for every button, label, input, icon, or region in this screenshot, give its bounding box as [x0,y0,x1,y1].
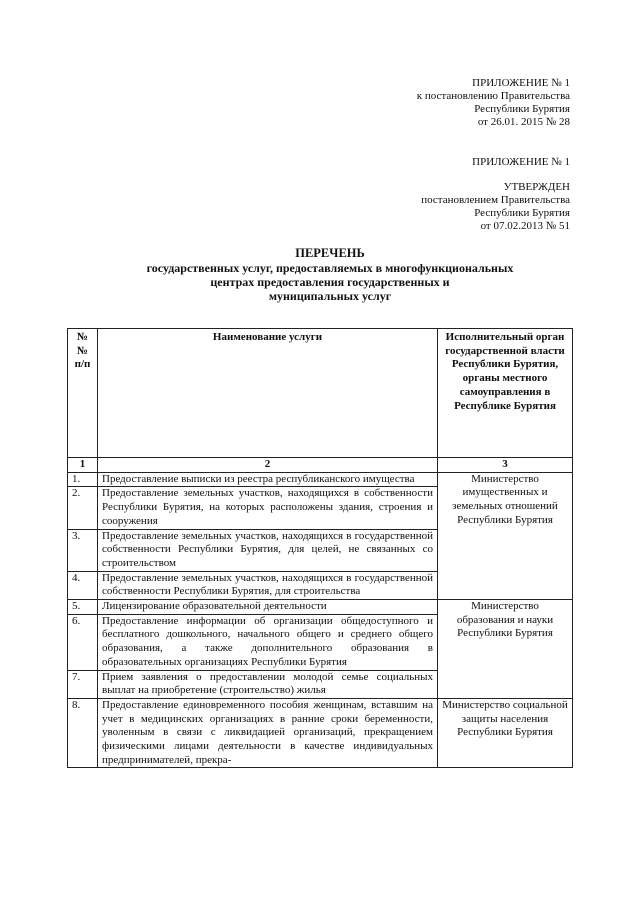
table-header-row [68,329,573,458]
table-row [68,600,573,615]
title-line: центрах предоставления государственных и [210,275,450,289]
approved-label: УТВЕРЖДЕН [503,181,570,193]
table-row [68,698,573,768]
appendix-header-current [417,77,570,129]
row-num: 2. [68,487,98,529]
row-name: Предоставление земельных участков, находящихся в собственности Республики Бурятия, на которых расположены здания, строения и сооружения [98,487,438,529]
column-number: 2 [98,458,438,473]
row-name: Предоставление выписки из реестра республиканского имущества [98,472,438,487]
row-num: 4. [68,571,98,599]
row-name: Прием заявления о предоставлении молодой семье социальных выплат на приобретение (строительство) жилья [98,670,438,698]
row-num: 8. [68,698,98,768]
header-num: №№ п/п [68,329,98,458]
row-name: Предоставление информации об организации общедоступного и бесплатного дошкольного, начального общего и среднего общего образования, а также дополнительного образования в образовательных организациях Республики Бурятия [98,614,438,670]
row-org: Министерство образования и науки Республики Бурятия [438,600,573,699]
column-numbers-row [68,458,573,473]
approval-block [421,181,570,233]
row-num: 5. [68,600,98,615]
row-name: Предоставление единовременного пособия женщинам, вставшим на учет в медицинских организациях в ранние сроки беременности, уволенным в связи с ликвидацией организаций, прекращением физическими лицами деятельности в качестве индивидуальных предпринимателей, прекра- [98,698,438,768]
row-num: 3. [68,529,98,571]
appendix-header-original [472,156,570,169]
row-num: 1. [68,472,98,487]
row-org: Министерство имущественных и земельных отношений Республики Бурятия [438,472,573,599]
services-table [67,328,573,768]
column-number: 1 [68,458,98,473]
row-name: Предоставление земельных участков, находящихся в государственной собственности Республики Бурятия, для целей, не связанных со строительством [98,529,438,571]
document-title [60,246,600,303]
appendix-label: ПРИЛОЖЕНИЕ № 1 [472,156,570,168]
approval-line: постановлением Правительства [421,194,570,206]
appendix-label: ПРИЛОЖЕНИЕ № 1 [472,77,570,89]
appendix-line: Республики Бурятия [474,103,570,115]
row-name: Лицензирование образовательной деятельности [98,600,438,615]
row-num: 7. [68,670,98,698]
column-number: 3 [438,458,573,473]
approval-date: от 07.02.2013 № 51 [480,220,570,232]
row-name: Предоставление земельных участков, находящихся в государственной собственности Республики Бурятия, для строительства [98,571,438,599]
approval-line: Республики Бурятия [474,207,570,219]
header-name: Наименование услуги [98,329,438,458]
row-org: Министерство социальной защиты населения Республики Бурятия [438,698,573,768]
appendix-line: к постановлению Правительства [416,90,570,102]
appendix-date: от 26.01. 2015 № 28 [477,116,570,128]
row-num: 6. [68,614,98,670]
title-main: ПЕРЕЧЕНЬ [295,246,365,260]
header-org: Исполнительный орган государственной власти Республики Бурятия, органы местного самоуправления в Республике Бурятия [438,329,573,458]
title-line: государственных услуг, предоставляемых в многофункциональных [146,261,514,275]
table-row [68,472,573,487]
title-line: муниципальных услуг [268,289,392,303]
